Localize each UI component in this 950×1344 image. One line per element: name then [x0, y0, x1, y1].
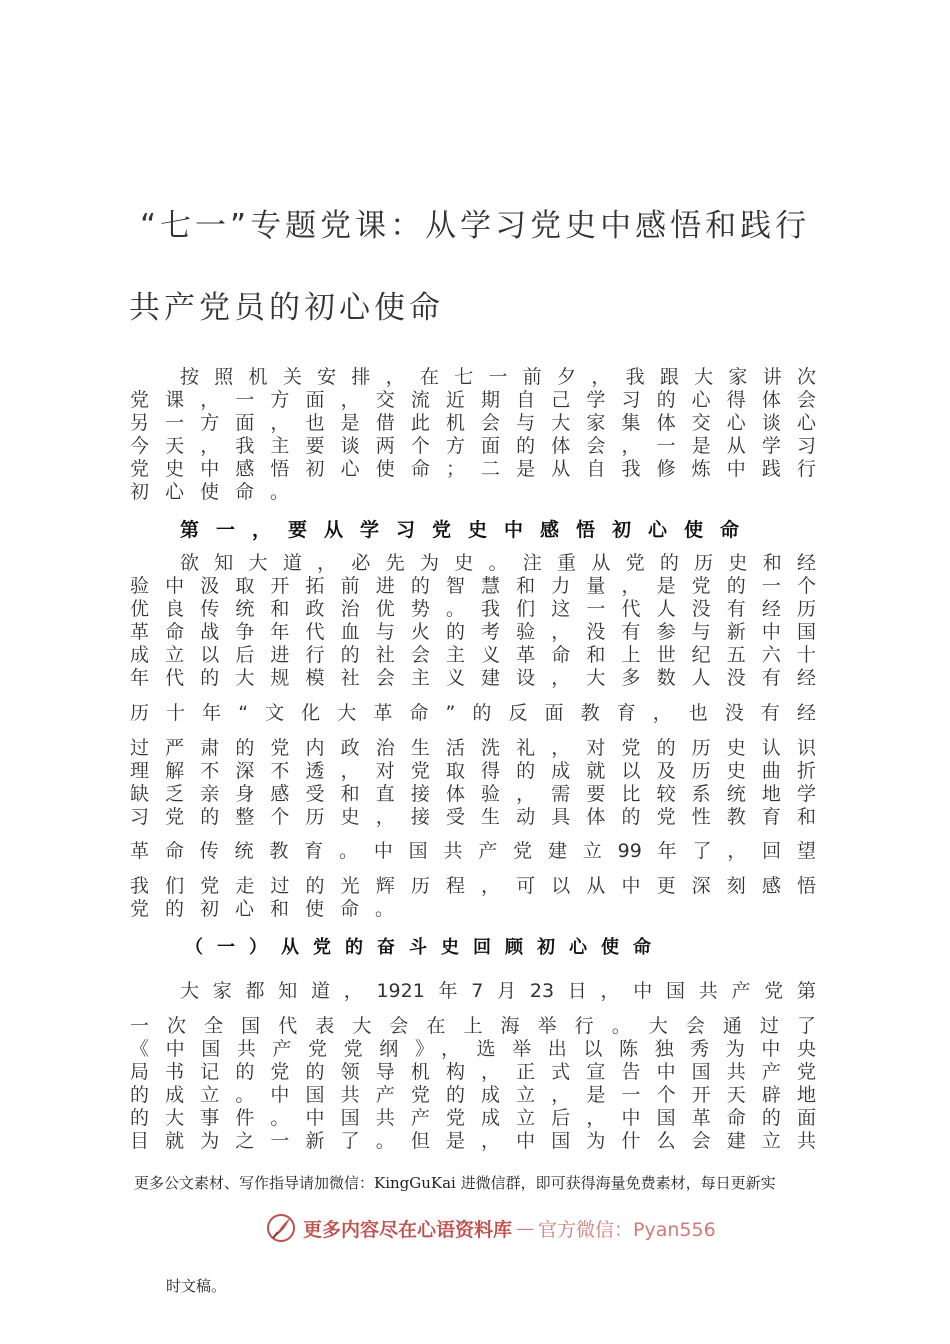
section1-line: 革命传统教育。中国共产党建立99年了，回望 — [130, 840, 816, 862]
section-heading: 第一，要从学习党史中感悟初心使命 — [180, 519, 757, 541]
section1-line: 习党的整个历史，接受生动具体的党性教育和 — [130, 806, 816, 828]
subsection1-line: 的大事件。中国共产党成立后，中国革命的面 — [130, 1107, 816, 1129]
watermark — [265, 1208, 716, 1248]
subsection1-line: 局书记的党的领导机构，正式宣告中国共产党 — [130, 1061, 816, 1083]
section1-line: 成立以后进行的社会主义革命和上世纪五六十 — [130, 644, 816, 666]
subsection1-line: 一次全国代表大会在上海举行。大会通过了 — [130, 1015, 816, 1037]
watermark-text: 更多内容尽在心语资料库 — [303, 1218, 513, 1241]
subsection1-line: 的成立。中国共产党的成立，是一个开天辟地 — [130, 1084, 816, 1106]
intro-line: 党史中感悟初心使命；二是从自我修炼中践行 — [130, 458, 816, 480]
subsection1-line: 目就为之一新了。但是，中国为什么会建立共 — [130, 1130, 816, 1152]
intro-line: 按照机关安排，在七一前夕，我跟大家讲次 — [180, 366, 816, 388]
subsection-heading: （一）从党的奋斗史回顾初心使命 — [185, 937, 665, 958]
section1-line: 理解不深不透，对党取得的成就以及历史曲折 — [130, 760, 816, 782]
section1-line: 党的初心和使命。 — [130, 898, 411, 920]
section1-line: 我们党走过的光辉历程，可以从中更深刻感悟 — [130, 875, 816, 897]
section1-line: 过严肃的党内政治生活洗礼，对党的历史认识 — [130, 737, 816, 759]
subsection1-line: 大家都知道，1921年7月23日，中国共产党第 — [180, 980, 816, 1002]
intro-line: 今天，我主要谈两个方面的体会，一是从学习 — [130, 435, 816, 457]
footer-note-line1: 更多公文素材、写作指导请加微信：KingGuKai 进微信群，即可获得海量免费素材，每日更新实 — [134, 1174, 776, 1192]
watermark-wechat: 官方微信：Pyan556 — [538, 1218, 716, 1241]
document-title-line2: 共产党员的初心使命 — [129, 290, 444, 326]
section1-line: 革命战争年代血与火的考验，没有参与新中国 — [130, 621, 816, 643]
subsection1-line: 《中国共产党党纲》，选举出以陈独秀为中央 — [130, 1038, 816, 1060]
section1-line: 欲知大道，必先为史。注重从党的历史和经 — [180, 552, 816, 574]
section1-line: 年代的大规模社会主义建设，大多数人没有经 — [130, 667, 816, 689]
footer-note-line2: 时文稿。 — [166, 1277, 227, 1295]
feather-logo-icon — [265, 1212, 297, 1244]
intro-line: 初心使命。 — [130, 481, 306, 503]
intro-line: 党课，一方面，交流近期自己学习的心得体会 — [130, 389, 816, 411]
section1-line: 验中汲取开拓前进的智慧和力量，是党的一个 — [130, 575, 816, 597]
section1-line: 缺乏亲身感受和直接体验，需要比较系统地学 — [130, 783, 816, 805]
section1-line: 历十年“文化大革命”的反面教育，也没有经 — [130, 702, 816, 724]
watermark-separator: — — [516, 1217, 535, 1239]
intro-line: 另一方面，也是借此机会与大家集体交心谈心 — [130, 412, 816, 434]
document-title-line1: “七一”专题党课：从学习党史中感悟和践行 — [140, 208, 811, 244]
section1-line: 优良传统和政治优势。我们这一代人没有经历 — [130, 598, 816, 620]
